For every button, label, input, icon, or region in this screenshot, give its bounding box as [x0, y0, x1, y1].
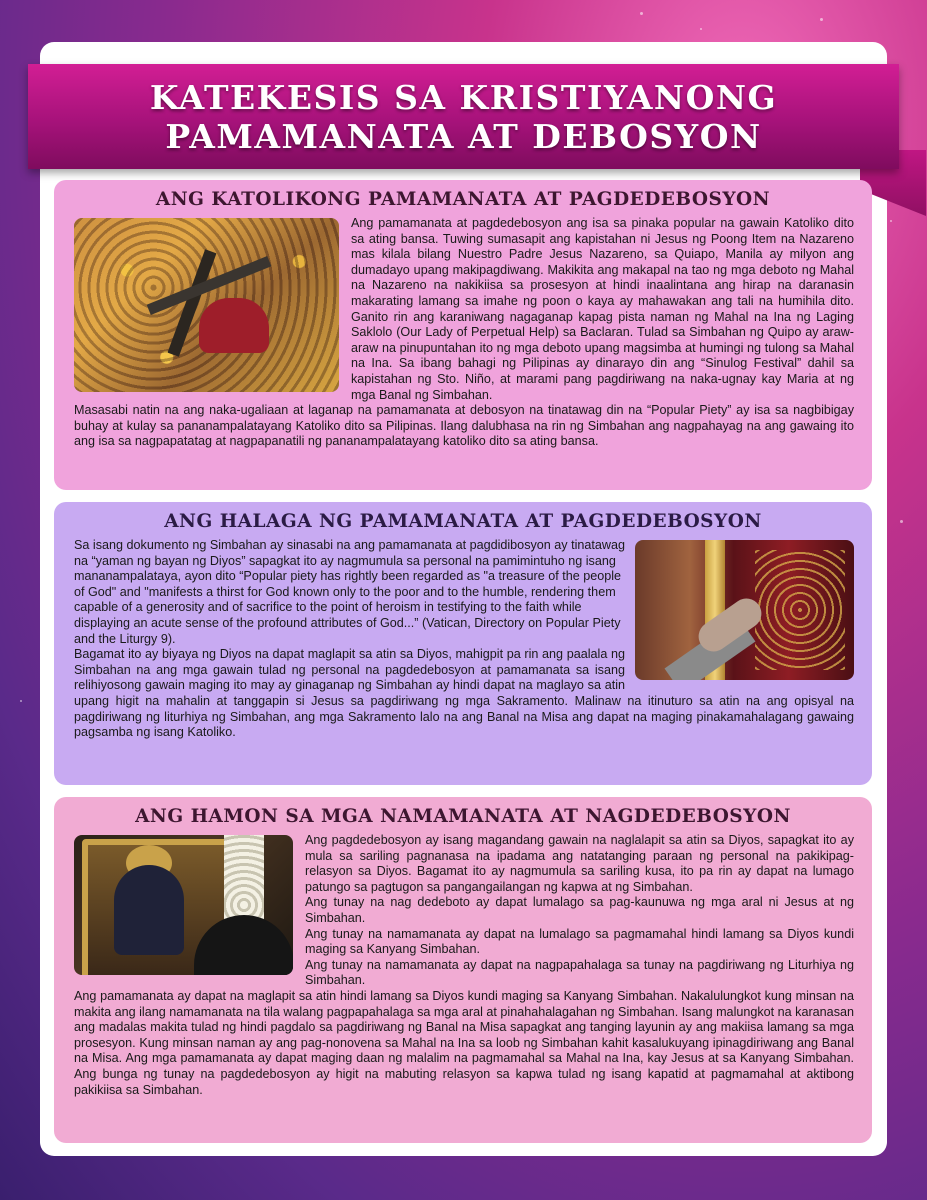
section-challenge-to-devotees	[54, 797, 872, 1143]
paragraph: Ang pagdedebosyon ay isang magandang gawain na naglalapit sa atin sa Diyos, sapagkat ito ay mula sa sariling pagnanasa na ipadama ang natatanging paraan ng personal na pakikipag-relasyon sa Diyos. Bagamat ito ay nagmumula sa sariling kusa, ito pa rin ay dapat na lumago patungo sa pagtugon sa pangangailangan ng kapwa at ng Simbahan.	[305, 833, 854, 894]
page-title-line1: KATEKESIS SA KRISTIYANONG	[149, 78, 778, 117]
paragraph: Ang tunay na namamanata ay dapat na nagpapahalaga sa tunay na pagdiriwang ng Liturhiya ng Simbahan.	[305, 957, 854, 988]
section-catholic-devotion	[54, 180, 872, 490]
hands-touching-statue-photo	[635, 540, 854, 680]
crowd-procession-photo	[74, 218, 339, 392]
paragraph: Ang pamamanata ay dapat na maglapit sa atin hindi lamang sa Diyos kundi maging sa Kanyang Simbahan. Nakalulungkot kung minsan na makita ang ilang namamanata na tila walang pagpapahalaga sa mga aral at pinahahalagahan ng Simbahan. Isang malungkot na karanasan ang madalas makita tulad ng hindi pagdalo sa pagdiriwang ng Banal na Misa sapagkat ang tanging layunin ay ang makiisa lamang sa mga prosesyon. Kung minsan naman ay ang pag-nonovena sa Mahal na Ina sa loob ng Simbahan kahit kasalukuyang ipinagdiriwang ang Banal na Misa. Ang mga pamamanata ay dapat maging daan ng malalim na pagmamahal sa Mahal na Ina, kay Jesus at sa Kanyang Simbahan. Ang bunga ng tunay na pagdedebosyon ay higit na mabuting relasyon sa kapwa tulad ng isang kapatid at pagmamahal at aktibong pakikiisa sa Simbahan.	[74, 988, 854, 1097]
section-body	[74, 538, 854, 741]
paragraph: Bagamat ito ay biyaya ng Diyos na dapat maglapit sa atin sa Diyos, mahigpit pa rin ang paalala ng Simbahan na ang mga gawain tulad ng personal na pagdedebosyon at pamamanata sa isang relihiyosong gawain maging ito may ay ginaganap ng Simbahan ay hindi dapat na maglayo sa atin upang higit na mahalin at tanggapin si Jesus sa pagdiriwang ng mga Sakramento. Malinaw na itinuturo sa atin na ang opisyal na pagdiriwang ng liturhiya ng Simbahan, ang mga Sakramento lalo na ang Banal na Misa ang dapat na maging pinakamahalagang gawaing pagsamba ng isang Katoliko.	[74, 647, 854, 740]
paragraph: Ang tunay na namamanata ay dapat na lumalago sa pagmamahal hindi lamang sa Diyos kundi maging sa Kanyang Simbahan.	[305, 926, 854, 957]
marian-icon-photo	[74, 835, 293, 975]
paragraph: Masasabi natin na ang naka-ugaliaan at laganap na pamamanata at debosyon na tinatawag din na “Popular Piety” ay isa sa nagbibigay buhay at kulay sa pananampalatayang Katoliko dito sa Pilipinas. Ilang dalubhasa na rin ng Simbahan ang nagpahayag na ang gawaing ito ang isa sa nagpapatatag at nagpapanatili ng pananampalatayang katoliko dito sa ating bansa.	[74, 403, 854, 449]
section-body	[74, 833, 854, 1098]
section-body	[74, 216, 854, 450]
paragraph: Ang pamamanata at pagdedebosyon ang isa sa pinaka popular na gawain Katoliko dito sa ating bansa. Tuwing sumasapit ang kapistahan ni Jesus ng Poong Item na Nazareno mas kilala bilang Nuestro Padre Jesus Nazareno, sa Quiapo, Manila ay milyon ang dumadayo upang makipagdiwang. Makikita ang makapal na tao ng mga deboto ng Mahal na Nazareno na nakikiisa sa prosesyon at hindi inaalintana ang hirap na daranasin makarating lamang sa imahe ng poon o kaya ay mahawakan ang tali na humihila dito. Ganito rin ang karaniwang nagaganap kapag pista naman ng Mahal na Ina ng Laging Saklolo (Our Lady of Perpetual Help) sa Baclaran. Tulad sa Simbahan ng Quipo ay araw-araw na pinupuntahan ito ng mga deboto upang magsimba at humingi ng tulong sa Mahal na Ina. Sa ibang bahagi ng Pilipinas ay dinarayo din ang “Sinulog Festival” dahil sa kapistahan ng Sto. Niño, at marami pang pagdiriwang na naka-ugnay kay Maria at ng mga Banal ng Simbahan.	[351, 216, 854, 402]
paragraph: Ang tunay na nag dedeboto ay dapat lumalago sa pag-kaunuwa ng mga aral ni Jesus at ng Simbahan.	[305, 895, 854, 925]
page-title-line2: PAMAMANATA AT DEBOSYON	[165, 117, 762, 156]
section-title: ANG HAMON SA MGA NAMAMANATA AT NAGDEDEBOSYON	[135, 806, 791, 827]
paragraph: Sa isang dokumento ng Simbahan ay sinasabi na ang pamamanata at pagdidibosyon ay tinatawag na “yaman ng bayan ng Diyos” sapagkat ito ay nagmumula sa personal na pamimintuho ng isang mananampalataya, ayon dito “Popular piety has rightly been regarded as "a treasure of the people of God" and "manifests a thirst for God known only to the poor and to the humble, rendering them capable of a generosity and of sacrifice to the point of heroism in testifying to the faith while displaying an acute sense of the profound attributes of God...” (Vatican, Directory on Popular Piety and the Liturgy 9).	[74, 538, 626, 646]
section-value-of-devotion	[54, 502, 872, 785]
section-title: ANG KATOLIKONG PAMAMANATA AT PAGDEDEBOSYON	[155, 189, 771, 210]
title-banner	[28, 64, 899, 169]
section-title: ANG HALAGA NG PAMAMANATA AT PAGDEDEBOSYON	[164, 511, 762, 532]
page-title	[28, 64, 899, 156]
